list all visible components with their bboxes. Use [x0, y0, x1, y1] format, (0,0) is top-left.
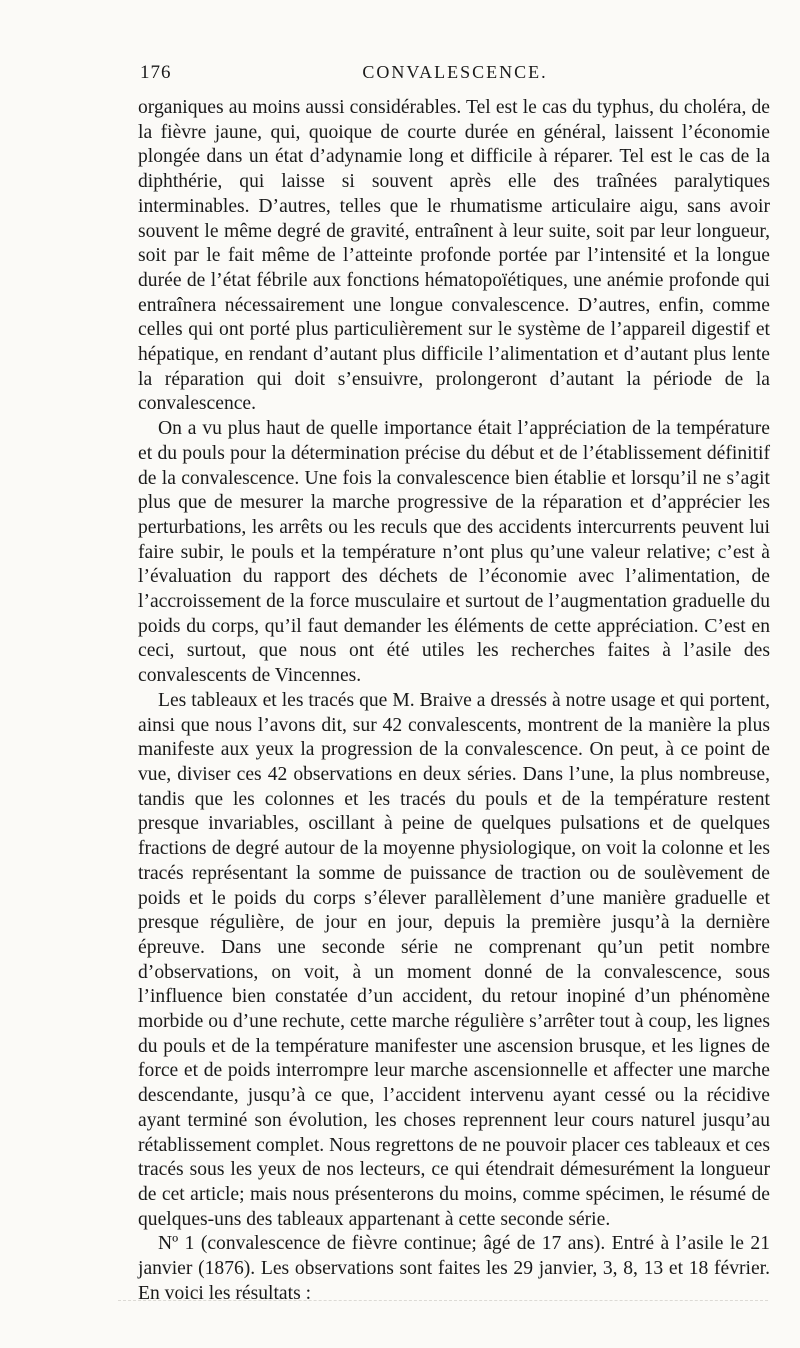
body-text: [138, 96, 770, 1306]
page-number: 176: [140, 62, 172, 83]
bottom-bleed-through: [118, 1300, 768, 1302]
paragraph-temperature-pulse: On a vu plus haut de quelle importance était l’appréciation de la température et du pouls pour la détermination précise du début et de l’établissement définitif de la convalescence. Une fois la convalescence bien établie et lorsqu’il ne s’agit plus que de mesurer la marche progressive de la réparation et d’apprécier les perturbations, les arrêts ou les reculs que des accidents intercurrents peuvent lui faire subir, le pouls et la température n’ont plus qu’une valeur relative; c’est à l’évaluation du rapport des déchets de l’économie avec l’alimentation, de l’accroissement de la force musculaire et surtout de l’augmentation graduelle du poids du corps, qu’il faut demander les éléments de cette appréciation. C’est en ceci, surtout, que nous ont été utiles les recherches faites à l’asile des convalescents de Vincennes.: [138, 418, 770, 687]
running-title: CONVALESCENCE.: [362, 62, 548, 82]
paragraph-case-1: Nº 1 (convalescence de fièvre continue; âgé de 17 ans). Entré à l’asile le 21 janvier (1876). Les observations sont faites les 29 janvier, 3, 8, 13 et 18 février. En voici les résultats :: [138, 1233, 770, 1304]
running-head: [140, 62, 770, 88]
paragraph-continuation: organiques au moins aussi considérables. Tel est le cas du typhus, du choléra, de la fièvre jaune, qui, quoique de courte durée en général, laissent l’économie plongée dans un état d’adynamie long et difficile à réparer. Tel est le cas de la diphthérie, qui laisse si souvent après elle des traînées paralytiques interminables. D’autres, telles que le rhumatisme articulaire aigu, sans avoir souvent le même degré de gravité, entraînent à leur suite, soit par leur longueur, soit par le fait même de l’atteinte profonde portée par l’intensité et la longue durée de l’état fébrile aux fonctions hématopoïétiques, une anémie profonde qui entraînera nécessairement une longue convalescence. D’autres, enfin, comme celles qui ont porté plus particulièrement sur le système de l’appareil digestif et hépatique, en rendant d’autant plus difficile l’alimentation et d’autant plus lente la réparation qui doit s’ensuivre, prolongeront d’autant la période de la convalescence.: [138, 97, 770, 415]
paragraph-braive-tables: Les tableaux et les tracés que M. Braive a dressés à notre usage et qui portent, ainsi que nous l’avons dit, sur 42 convalescents, montrent de la manière la plus manifeste aux yeux la progression de la convalescence. On peut, à ce point de vue, diviser ces 42 observations en deux séries. Dans l’une, la plus nombreuse, tandis que les colonnes et les tracés du pouls et de la température restent presque invariables, oscillant à peine de quelques pulsations et de quelques fractions de degré autour de la moyenne physiologique, on voit la colonne et les tracés représentant la somme de puissance de traction ou de soulèvement de poids et le poids du corps s’élever parallèlement d’une manière graduelle et presque régulière, de jour en jour, depuis la première jusqu’à la dernière épreuve. Dans une seconde série ne comprenant qu’un petit nombre d’observations, on voit, à un moment donné de la convalescence, sous l’influence bien constatée d’un accident, du retour inopiné d’un phénomène morbide ou d’une rechute, cette marche régulière s’arrêter tout à coup, les lignes du pouls et de la température manifester une ascension brusque, et les lignes de force et de poids interrompre leur marche ascensionnelle et affecter une marche descendante, jusqu’à ce que, l’accident intervenu ayant cessé ou la récidive ayant terminé son évolution, les choses reprennent leur cours naturel jusqu’au rétablissement complet. Nous regrettons de ne pouvoir placer ces tableaux et ces tracés sous les yeux de nos lecteurs, ce qui étendrait démesurément la longueur de cet article; mais nous présenterons du moins, comme spécimen, le résumé de quelques-uns des tableaux appartenant à cette seconde série.: [138, 689, 770, 1230]
